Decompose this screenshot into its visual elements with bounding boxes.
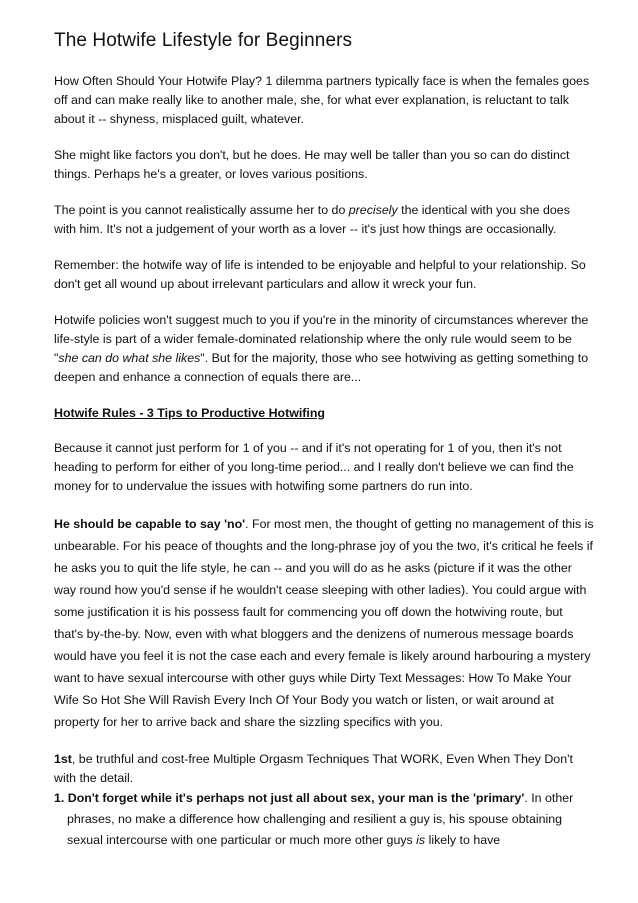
paragraph-3-text-b: the identical with you she does with him. It's not a judgement of your worth as a lover -- it's just how things are occasionally. [54, 203, 570, 236]
document-page [54, 30, 594, 851]
paragraph-4: Remember: the hotwife way of life is intended to be enjoyable and helpful to your relationship. So don't get all wound up about irrelevant particulars and allow it wreck your fun. [54, 258, 586, 291]
list-item-1-text-b: likely to have [425, 833, 501, 847]
paragraph-5-emphasis: she can do what she likes [58, 351, 201, 365]
paragraph-8-text: , be truthful and cost-free Multiple Orgasm Techniques That WORK, Even When They Don't with the detail. [54, 752, 573, 785]
paragraph-5 [54, 311, 594, 387]
paragraph-8 [54, 750, 594, 788]
paragraph-3-text-a: The point is you cannot realistically assume her to do [54, 203, 349, 217]
paragraph-7 [54, 513, 594, 733]
list-item-1-bold: 1. Don't forget while it's perhaps not just all about sex, your man is the 'primary' [54, 791, 525, 805]
paragraph-1: How Often Should Your Hotwife Play? 1 dilemma partners typically face is when the females goes off and can make really like to another male, she, for what ever explanation, is reluctant to talk about it -- shyness, misplaced guilt, whatever. [54, 74, 590, 126]
list-item-1-emphasis: is [416, 833, 426, 847]
paragraph-3-emphasis: precisely [348, 203, 398, 217]
paragraph-7-bold: He should be capable to say 'no' [54, 517, 246, 531]
list-item-1-text-a: . In other phrases, no make a difference how challenging and resilient a guy is, his spouse obtaining sexual intercourse with one particular or much more other guys [67, 791, 574, 847]
paragraph-5-text-b: ". But for the majority, those who see hotwiving as getting something to deepen and enhance a connection of equals there are... [54, 351, 589, 384]
list-item-1 [54, 788, 594, 851]
paragraph-7-text: . For most men, the thought of getting no management of this is unbearable. For his peace of thoughts and the long-phrase joy of you the two, it's critical he feels if he asks you to quit the life style, he can -- and you will do as he asks (picture if it was the other way round how you'd sense if he wouldn't cease sleeping with other ladies). You could argue with some justification it is his possess fault for commencing you off down the hotwiving route, but that's by-the-by. Now, even with what bloggers and the denizens of numerous message boards would have you feel it is not the case each and every female is likely around harbouring a mystery want to have sexual intercourse with other guys while Dirty Text Messages: How To Make Your Wife So Hot She Will Ravish Every Inch Of Your Body you watch or listen, or wait around at property for her to arrive back and share the sizzling specifics with you. [54, 517, 594, 729]
paragraph-6: Because it cannot just perform for 1 of you -- and if it's not operating for 1 of you, then it's not heading to perform for either of you long-time period... and I really don't believe we can find the money for to undervalue the issues with hotwifing some partners do run into. [54, 441, 574, 493]
page-title: The Hotwife Lifestyle for Beginners [54, 30, 353, 51]
paragraph-3 [54, 201, 594, 239]
paragraph-5-text-a: Hotwife policies won't suggest much to you if you're in the minority of circumstances wherever the life-style is part of a wider female-dominated relationship where the only rule would seem to be " [54, 313, 589, 365]
section-heading: Hotwife Rules - 3 Tips to Productive Hotwifing [54, 406, 326, 420]
paragraph-8-bold: 1st [54, 752, 72, 766]
paragraph-2: She might like factors you don't, but he does. He may well be taller than you so can do distinct things. Perhaps he's a greater, or loves various positions. [54, 148, 570, 181]
